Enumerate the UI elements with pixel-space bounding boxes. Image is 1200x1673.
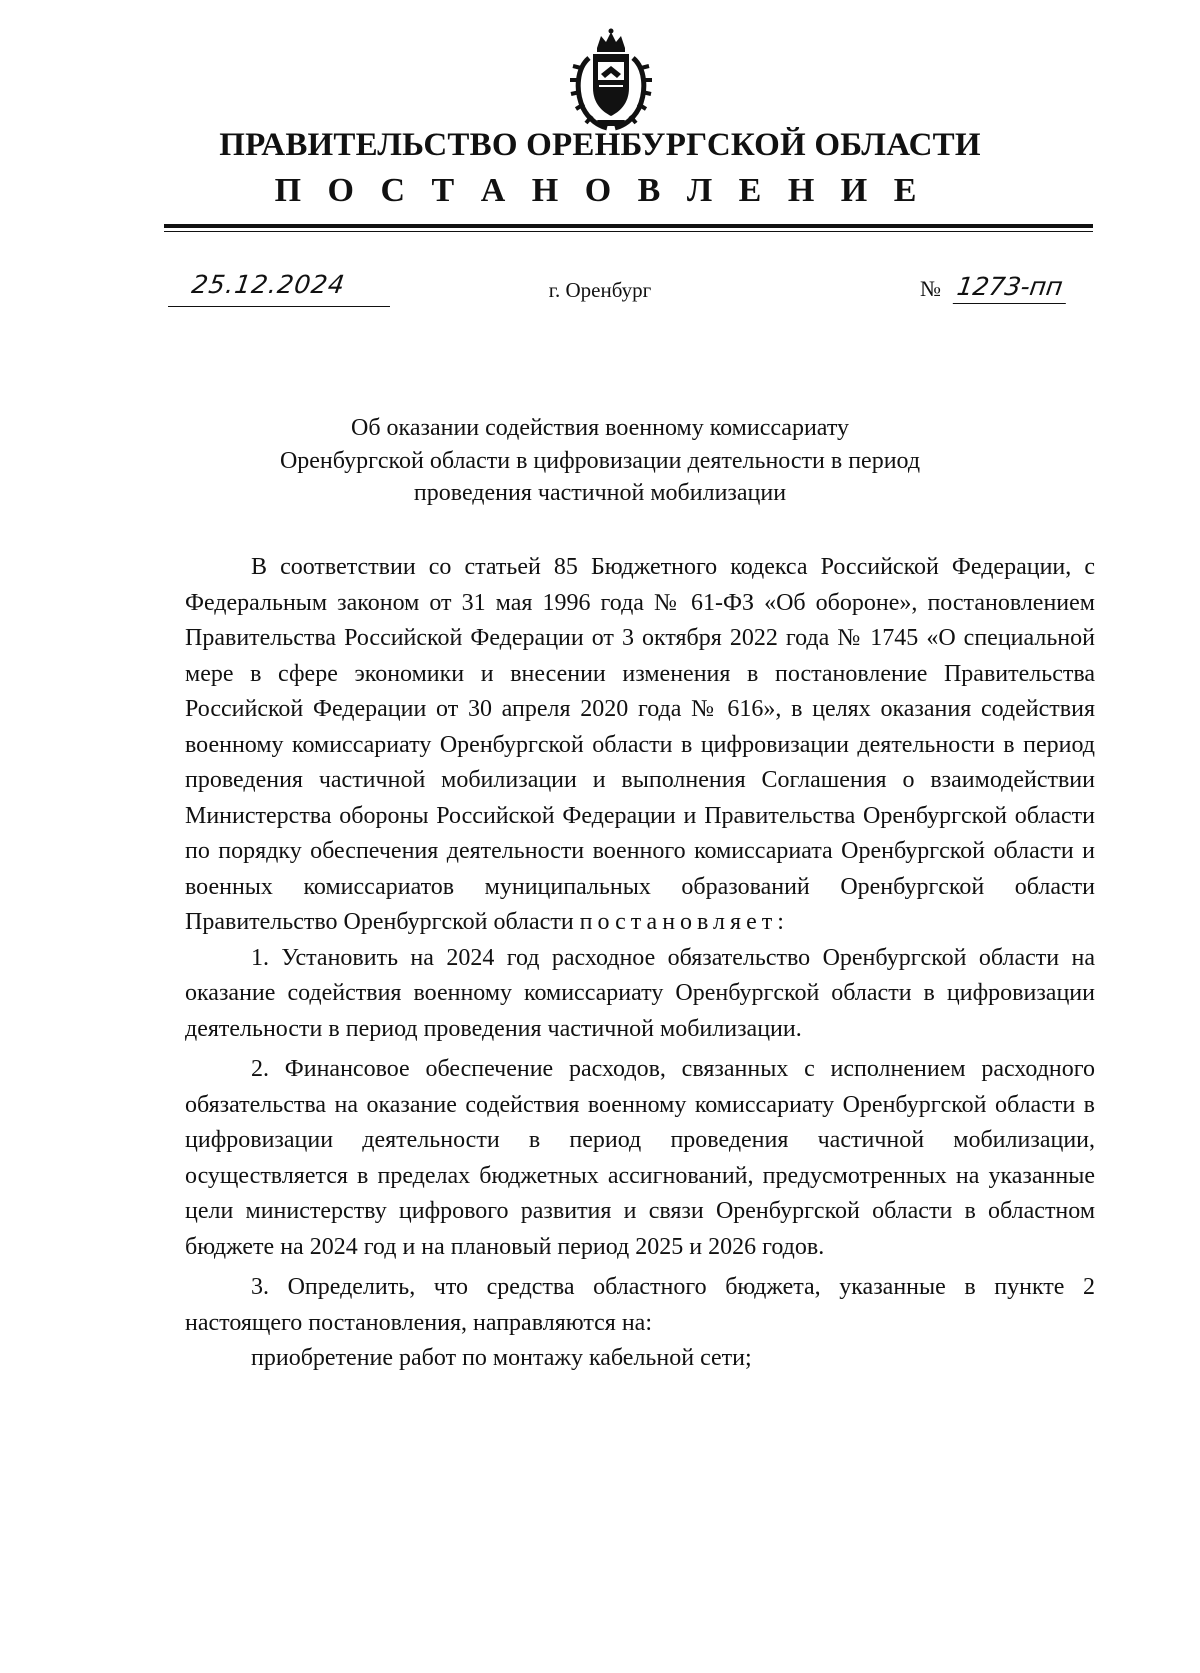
subject-line: Об оказании содействия военному комиссариату	[350, 415, 850, 441]
number-sign: №	[920, 276, 941, 301]
document-type-title: П О С Т А Н О В Л Е Н И Е	[274, 172, 926, 209]
header-divider-thin	[164, 231, 1093, 232]
coat-of-arms-icon	[567, 28, 655, 132]
handwritten-date: 25.12.2024	[189, 270, 348, 299]
preamble-text: В соответствии со статьей 85 Бюджетного кодекса Российской Федерации, с Федеральным законом от 31 мая 1996 года № 61-ФЗ «Об обороне», постановлением Правительства Российской Федерации от 3 октября 2022 года № 1745 «О специальной мере в сфере экономики и внесении изменения в постановление Правительства Российской Федерации от 30 апреля 2020 года № 616», в целях оказания содействия военному комиссариату Оренбургской области в цифровизации деятельности в период проведения частичной мобилизации и выполнения Соглашения о взаимодействии Министерства обороны Российской Федерации и Правительства Оренбургской области по порядку обеспечения деятельности военного комиссариата Оренбургской области и военных комиссариатов муниципальных образований Оренбургской области Правительство Оренбургской области	[185, 554, 1095, 935]
document-body	[185, 550, 1095, 1377]
handwritten-number: 1273-пп	[952, 272, 1070, 304]
header-divider-thick	[164, 224, 1093, 228]
item-2-paragraph: 2. Финансовое обеспечение расходов, связанных с исполнением расходного обязательства на оказание содействия военному комиссариату Оренбургской области в цифровизации деятельности в период проведения частичной мобилизации, осуществляется в пределах бюджетных ассигнований, предусмотренных на указанные цели министерству цифрового развития и связи Оренбургской области в областном бюджете на 2024 год и на плановый период 2025 и 2026 годов.	[185, 1056, 1095, 1260]
subject-line: проведения частичной мобилизации	[413, 480, 787, 506]
city-label: г. Оренбург	[548, 278, 652, 302]
item-1-paragraph: 1. Установить на 2024 год расходное обязательство Оренбургской области на оказание содействия военному комиссариату Оренбургской области в цифровизации деятельности в период проведения частичной мобилизации.	[185, 944, 1095, 1042]
preamble-paragraph	[185, 550, 1095, 941]
document-subject	[200, 412, 1000, 510]
item-3-subitem: приобретение работ по монтажу кабельной сети;	[251, 1345, 752, 1371]
document-number-field	[920, 272, 1068, 306]
item-3-paragraph: 3. Определить, что средства областного бюджета, указанные в пункте 2 настоящего постановления, направляются на:	[185, 1274, 1095, 1336]
subject-line: Оренбургской области в цифровизации деятельности в период	[279, 447, 921, 474]
decrees-word: постановляет:	[579, 909, 789, 935]
government-title: ПРАВИТЕЛЬСТВО ОРЕНБУРГСКОЙ ОБЛАСТИ	[219, 127, 981, 163]
